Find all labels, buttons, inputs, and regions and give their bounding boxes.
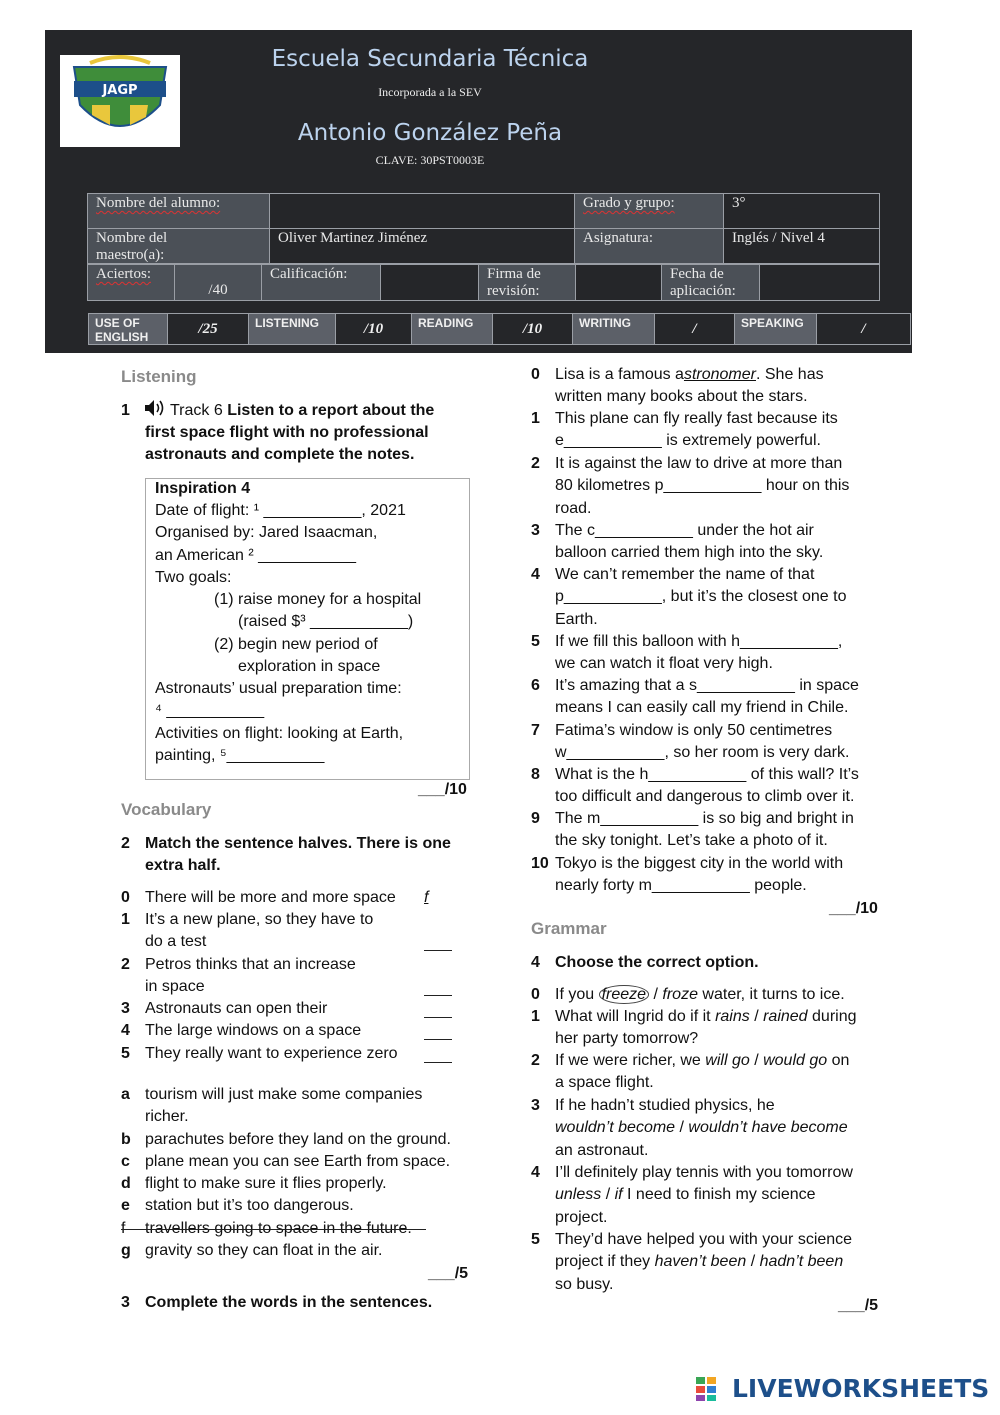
- notes-line: Two goals:: [155, 569, 232, 586]
- item-text-3: so busy.: [555, 1275, 614, 1293]
- item-text: It’s a new plane, so they have to: [145, 911, 374, 928]
- strike-line: [121, 1229, 426, 1230]
- notes-line: exploration in space: [238, 658, 381, 675]
- teacher-label-cell: [87, 228, 270, 264]
- grade2-label-cell: [261, 264, 381, 301]
- example-answer: stronomer: [683, 366, 756, 383]
- score-label-reading: [411, 313, 493, 345]
- item-text: travellers going to space in the future.: [145, 1220, 412, 1237]
- item-text: This plane can fly really fast because its: [555, 410, 838, 427]
- notes-line: Astronauts’ usual preparation time:: [155, 680, 402, 697]
- item-text[interactable]: What is the h___________ of this wall? It’s: [555, 766, 859, 783]
- item-text: If he hadn’t studied physics, he: [555, 1097, 775, 1114]
- item-text-2: her party tomorrow?: [555, 1030, 699, 1047]
- school-header: [45, 30, 912, 353]
- hits-label-cell: [87, 264, 175, 301]
- item-text-2[interactable]: p___________, but it’s the closest one to: [555, 588, 847, 605]
- item-text: It is against the law to drive at more than: [555, 455, 843, 472]
- hits-value: /40: [208, 282, 228, 298]
- score-label-writing: [572, 313, 655, 345]
- review-value: [576, 265, 661, 267]
- grade2-label: Calificación:: [270, 266, 348, 282]
- item-text: Astronauts can open their: [145, 1000, 328, 1017]
- item-text-end: I need to finish my science: [622, 1186, 816, 1203]
- item-number: 7: [531, 722, 540, 739]
- grade-label-cell: [574, 193, 724, 229]
- score-value-speaking[interactable]: [816, 313, 911, 345]
- word-item: [531, 364, 891, 409]
- item-number: 2: [121, 956, 130, 973]
- item-text-2: too difficult and dangerous to climb over it.: [555, 788, 855, 805]
- option[interactable]: rained: [763, 1008, 808, 1025]
- item-number: 3: [531, 522, 540, 539]
- match-item: [121, 998, 461, 1020]
- item-number: 5: [531, 1231, 540, 1248]
- teacher-label-2: maestro(a):: [96, 247, 165, 263]
- option[interactable]: wouldn’t become: [555, 1119, 676, 1136]
- item-text[interactable]: If we fill this balloon with h___________,: [555, 633, 843, 650]
- item-text: If you: [555, 986, 599, 1003]
- item-text-2: a space flight.: [555, 1074, 654, 1091]
- item-number: 5: [531, 633, 540, 650]
- item-text: The large windows on a space: [145, 1022, 362, 1039]
- item-text[interactable]: The m___________ is so big and bright in: [555, 810, 854, 827]
- school-incorporated: Incorporada a la SEV: [378, 85, 482, 99]
- item-text-2: we can watch it float very high.: [555, 655, 773, 672]
- item-text-2: means I can easily call my friend in Chile.: [555, 699, 849, 716]
- teacher-name-field[interactable]: [269, 228, 575, 264]
- item-text: If we were richer, we: [555, 1052, 706, 1069]
- score-label-text: LISTENING: [255, 316, 320, 330]
- words-instruction: Complete the words in the sentences.: [145, 1294, 433, 1311]
- exercise-number: 2: [121, 835, 130, 852]
- grade-label: Grado y grupo:: [583, 195, 675, 211]
- score-value-writing[interactable]: [654, 313, 735, 345]
- item-letter: b: [121, 1131, 131, 1148]
- option[interactable]: would go: [763, 1052, 828, 1069]
- item-text-2: written many books about the stars.: [555, 388, 808, 405]
- subject-field[interactable]: [723, 228, 880, 264]
- grammar-item: [531, 1050, 891, 1095]
- date-label-1: Fecha de: [670, 266, 724, 282]
- item-text-2: the sky tonight. Let’s take a photo of it.: [555, 832, 828, 849]
- item-text-3: an astronaut.: [555, 1141, 649, 1159]
- review-label-1: Firma de: [487, 266, 541, 282]
- notes-line: (1) raise money for a hospital: [214, 591, 422, 608]
- item-text-2: richer.: [145, 1108, 189, 1125]
- option-separator: /: [649, 986, 663, 1003]
- score-label-text-2: ENGLISH: [95, 330, 149, 344]
- match-answer-blank[interactable]: [424, 1039, 452, 1040]
- score-label-use-of-english: [88, 313, 168, 345]
- item-number: 0: [531, 366, 540, 383]
- item-text-2: project if they: [555, 1253, 655, 1270]
- option-separator: /: [749, 1052, 764, 1069]
- match-item: [121, 1043, 461, 1065]
- half-item: [121, 1084, 481, 1128]
- review-field[interactable]: [575, 264, 662, 301]
- grammar-item: [531, 1006, 891, 1051]
- grammar-item: [531, 1162, 891, 1229]
- option-separator: /: [601, 1186, 615, 1203]
- item-number: 4: [531, 566, 540, 583]
- word-item: [531, 453, 891, 520]
- match-item: [121, 1020, 461, 1042]
- item-number: 1: [531, 410, 540, 427]
- item-number: 10: [531, 855, 549, 872]
- notes-line: (2) begin new period of: [214, 636, 378, 653]
- item-number: 6: [531, 677, 540, 694]
- item-number: 0: [531, 986, 540, 1003]
- score-value: /: [861, 321, 866, 337]
- match-item: [121, 887, 461, 909]
- shield-icon: [60, 55, 180, 147]
- score-label-text: READING: [418, 316, 474, 330]
- exercise-number: 4: [531, 954, 540, 971]
- item-text[interactable]: It’s amazing that a s___________ in space: [555, 677, 859, 694]
- liveworksheets-icon: [696, 1377, 728, 1401]
- grade2-field[interactable]: [380, 264, 479, 301]
- vocabulary-instruction-2: extra half.: [145, 857, 221, 874]
- option[interactable]: haven’t been: [654, 1253, 747, 1270]
- item-letter: d: [121, 1175, 131, 1192]
- notes-line[interactable]: Date of flight: ¹ ___________, 2021: [155, 502, 406, 519]
- option[interactable]: froze: [662, 986, 698, 1003]
- item-letter: f: [121, 1220, 126, 1237]
- item-letter: g: [121, 1242, 131, 1259]
- score-value: /: [692, 321, 697, 337]
- instruction-text: Listen to a report about the: [227, 402, 435, 419]
- school-clave: CLAVE: 30PST0003E: [375, 153, 485, 167]
- item-number: 3: [531, 1097, 540, 1114]
- item-text-3: Earth.: [555, 610, 598, 628]
- school-person-name: Antonio González Peña: [297, 120, 563, 146]
- score-value: /25: [198, 321, 218, 337]
- teacher-value: Oliver Martinez Jiménez: [278, 230, 428, 246]
- match-answer-blank[interactable]: [424, 995, 452, 996]
- match-answer-blank[interactable]: [424, 950, 452, 951]
- option[interactable]: if: [614, 1186, 623, 1203]
- half-item: [121, 1240, 481, 1262]
- listening-instruction-line-1: [170, 400, 434, 422]
- item-text-2: balloon carried them high into the sky.: [555, 544, 824, 561]
- review-label-2: revisión:: [487, 283, 540, 299]
- item-text: What will Ingrid do if it: [555, 1008, 716, 1025]
- speaker-icon[interactable]: [144, 399, 166, 417]
- grade-value: 3°: [732, 195, 746, 211]
- score-value-listening[interactable]: [335, 313, 412, 345]
- item-text-2: in space: [145, 978, 205, 995]
- match-answer-blank[interactable]: [424, 1017, 452, 1018]
- liveworksheets-brand: LIVEWORKSHEETS: [732, 1374, 990, 1403]
- hits-field[interactable]: [174, 264, 262, 301]
- word-item: [531, 408, 891, 453]
- words-score: ___/10: [829, 900, 878, 917]
- option-separator: /: [746, 1253, 760, 1270]
- item-text: gravity so they can float in the air.: [145, 1242, 383, 1259]
- match-item: [121, 909, 461, 953]
- item-text-2[interactable]: nearly forty m___________ people.: [555, 877, 807, 894]
- vocabulary-score: ___/5: [428, 1265, 469, 1282]
- review-label-cell: [478, 264, 576, 301]
- notes-line: Activities on flight: looking at Earth,: [155, 725, 404, 742]
- option-selected[interactable]: freeze: [599, 985, 649, 1004]
- item-text: Lisa is a famous a: [555, 366, 684, 383]
- school-logo: [60, 55, 180, 147]
- item-text: They really want to experience zero: [145, 1045, 398, 1062]
- grammar-item: [531, 1229, 891, 1296]
- grade-field[interactable]: [723, 193, 880, 229]
- listening-instruction-line-2: first space flight with no professional: [145, 424, 429, 441]
- half-item: [121, 1195, 481, 1217]
- track-label: Track 6: [170, 402, 223, 419]
- notes-line[interactable]: ⁴ ___________: [155, 702, 265, 719]
- word-item: [531, 520, 891, 565]
- item-number: 8: [531, 766, 540, 783]
- item-number: 1: [121, 911, 130, 928]
- option[interactable]: will go: [705, 1052, 750, 1069]
- item-letter: e: [121, 1197, 130, 1214]
- item-text-2[interactable]: w___________, so her room is very dark.: [555, 744, 850, 761]
- half-item: [121, 1173, 481, 1195]
- item-text: tourism will just make some companies: [145, 1086, 423, 1103]
- item-text: There will be more and more space: [145, 889, 396, 906]
- item-text: parachutes before they land on the ground.: [145, 1131, 451, 1148]
- item-number: 1: [531, 1008, 540, 1025]
- item-text[interactable]: The c___________ under the hot air: [555, 522, 814, 539]
- item-text: Fatima’s window is only 50 centimetres: [555, 722, 833, 739]
- item-number: 3: [121, 1000, 130, 1017]
- item-number: 2: [531, 455, 540, 472]
- item-text: We can’t remember the name of that: [555, 566, 815, 583]
- item-text-2[interactable]: 80 kilometres p___________ hour on this: [555, 477, 850, 494]
- date-label-cell: [661, 264, 760, 301]
- item-text-end: on: [827, 1052, 850, 1069]
- half-item: [121, 1151, 481, 1173]
- date-label-2: aplicación:: [670, 283, 736, 299]
- item-text: I’ll definitely play tennis with you tomorrow: [555, 1164, 853, 1181]
- word-item: [531, 631, 891, 676]
- item-text-3: road.: [555, 499, 592, 517]
- teacher-label-1: Nombre del: [96, 230, 168, 246]
- item-text: Tokyo is the biggest city in the world with: [555, 855, 844, 872]
- score-value-reading[interactable]: [492, 313, 573, 345]
- item-text-2: do a test: [145, 933, 207, 950]
- word-item: [531, 853, 891, 898]
- item-letter: c: [121, 1153, 130, 1170]
- half-item: [121, 1129, 481, 1151]
- item-number: 4: [531, 1164, 540, 1181]
- exercise-number: 1: [121, 402, 130, 419]
- listening-score: ___/10: [418, 781, 467, 798]
- match-item: [121, 954, 461, 998]
- score-value-use-of-english[interactable]: [167, 313, 249, 345]
- item-text-2[interactable]: e___________ is extremely powerful.: [555, 432, 821, 449]
- option-separator: /: [749, 1008, 764, 1025]
- notes-line[interactable]: painting, ⁵___________: [155, 747, 325, 764]
- item-text: Petros thinks that an increase: [145, 956, 356, 973]
- score-value: /10: [363, 321, 384, 337]
- option-separator: /: [675, 1119, 689, 1136]
- student-label: Nombre del alumno:: [96, 195, 221, 211]
- grammar-score: ___/5: [838, 1297, 879, 1314]
- item-number: 2: [531, 1052, 540, 1069]
- word-item: [531, 675, 891, 720]
- hits-label: Aciertos:: [96, 266, 151, 282]
- score-label-text: SPEAKING: [741, 316, 804, 330]
- score-value: /10: [522, 321, 543, 337]
- grade2-value: [381, 265, 478, 267]
- item-text-end: during: [807, 1008, 857, 1025]
- exercise-number: 3: [121, 1294, 130, 1311]
- option[interactable]: hadn’t been: [759, 1253, 844, 1270]
- item-text: They’d have helped you with your science: [555, 1231, 853, 1248]
- score-label-text: USE OF: [95, 316, 140, 330]
- school-name: Escuela Secundaria Técnica: [271, 46, 589, 72]
- item-text-3: project.: [555, 1208, 608, 1226]
- item-number: 9: [531, 810, 540, 827]
- item-letter: a: [121, 1086, 130, 1103]
- logo-text: JAGP: [102, 83, 138, 98]
- match-answer[interactable]: f: [424, 889, 429, 906]
- score-label-speaking: [734, 313, 817, 345]
- word-item: [531, 720, 891, 765]
- notes-title: Inspiration 4: [155, 480, 251, 497]
- score-label-text: WRITING: [579, 316, 631, 330]
- student-label-cell: [87, 193, 270, 229]
- item-text-end: . She has: [755, 366, 824, 383]
- word-item: [531, 764, 891, 809]
- notes-line: Organised by: Jared Isaacman,: [155, 524, 378, 541]
- item-text: station but it’s too dangerous.: [145, 1197, 354, 1214]
- notes-line[interactable]: an American ² ___________: [155, 547, 357, 564]
- liveworksheets-logo: [688, 1373, 988, 1405]
- option[interactable]: rains: [715, 1008, 750, 1025]
- item-text: plane mean you can see Earth from space.: [145, 1153, 451, 1170]
- item-number: 0: [121, 889, 130, 906]
- date-value: [760, 265, 879, 267]
- item-text: flight to make sure it flies properly.: [145, 1175, 387, 1192]
- word-item: [531, 564, 891, 631]
- subject-value: Inglés / Nivel 4: [732, 230, 825, 246]
- option[interactable]: unless: [555, 1186, 602, 1203]
- subject-label-cell: [574, 228, 724, 264]
- score-label-listening: [248, 313, 336, 345]
- option[interactable]: wouldn’t have become: [688, 1119, 848, 1136]
- listening-title: Listening: [121, 367, 197, 386]
- match-answer-blank[interactable]: [424, 1062, 452, 1063]
- subject-label: Asignatura:: [583, 230, 653, 246]
- student-name-field[interactable]: [269, 193, 575, 229]
- student-value: [270, 194, 574, 196]
- vocabulary-title: Vocabulary: [121, 800, 212, 819]
- listening-instruction-line-3: astronauts and complete the notes.: [145, 446, 415, 463]
- grammar-instruction: Choose the correct option.: [555, 954, 759, 971]
- item-number: 5: [121, 1045, 130, 1062]
- notes-line[interactable]: (raised $³ ___________): [238, 613, 414, 630]
- grammar-title: Grammar: [531, 919, 607, 938]
- grammar-item: [531, 1095, 891, 1162]
- vocabulary-instruction-1: Match the sentence halves. There is one: [145, 835, 451, 852]
- grammar-item: [531, 984, 891, 1006]
- word-item: [531, 808, 891, 853]
- item-text-end: water, it turns to ice.: [697, 986, 845, 1003]
- date-field[interactable]: [759, 264, 880, 301]
- item-number: 4: [121, 1022, 130, 1039]
